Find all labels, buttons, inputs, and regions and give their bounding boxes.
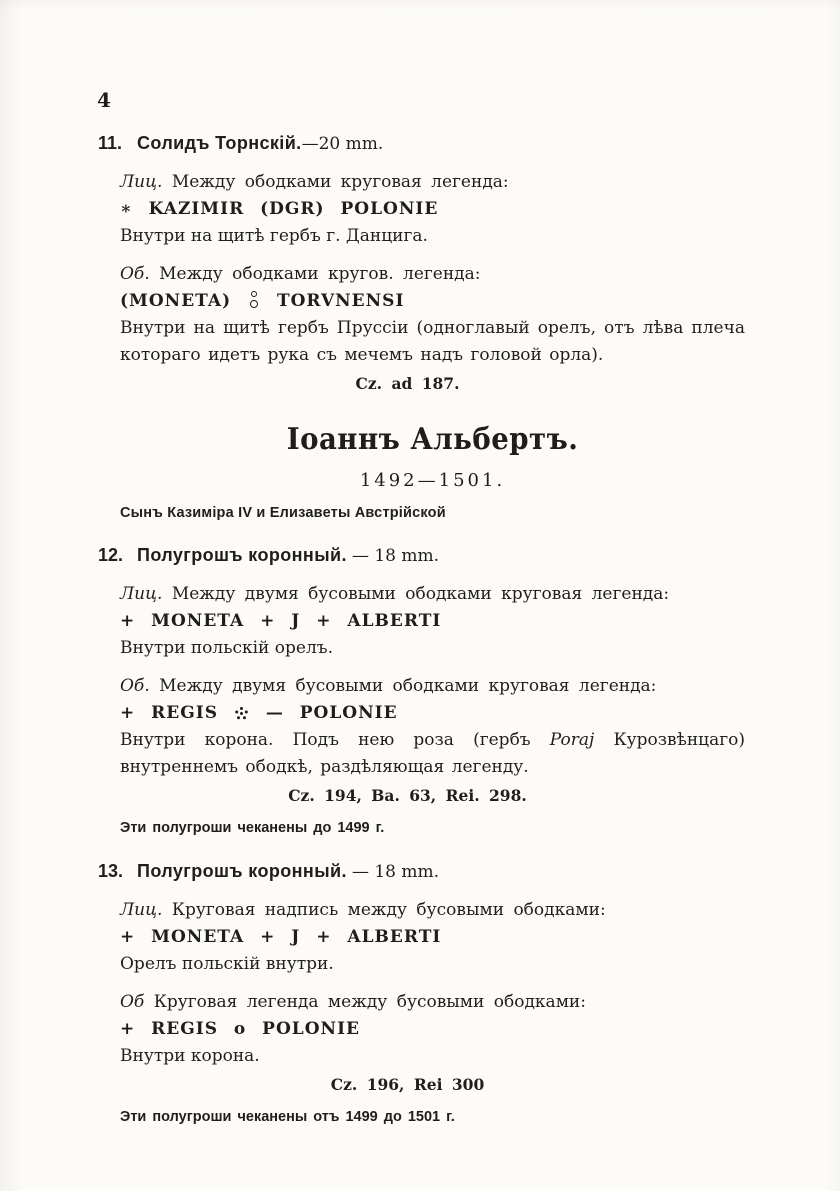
reverse-label: Об. <box>120 676 150 696</box>
obverse-intro-text: Между ободками круговая легенда: <box>171 172 509 192</box>
entry-heading <box>98 542 745 570</box>
reverse-intro <box>120 989 745 1016</box>
reverse-description: Внутри корона. <box>120 1046 260 1066</box>
obverse-intro-text: Между двумя бусовыми ободками круговая легенда: <box>171 584 670 604</box>
catalog-entry-11 <box>98 130 745 397</box>
herb-name-italic: Poraj <box>549 730 595 750</box>
obverse-label: Лиц. <box>120 172 163 192</box>
coin-legend-reverse: + REGIS o POLONIE <box>120 1019 360 1039</box>
entry-title: Солидъ Торнскій. <box>137 133 302 153</box>
reverse-section <box>120 989 745 1070</box>
obverse-section <box>120 169 745 250</box>
coin-legend-obverse: ∗ KAZIMIR (DGR) POLONIE <box>120 199 439 219</box>
entry-heading <box>98 858 745 886</box>
reverse-intro-text: Между ободками кругов. легенда: <box>159 264 481 284</box>
coin-legend-obverse: + MONETA + J + ALBERTI <box>120 927 442 947</box>
legend-pre: (MONETA) <box>120 291 232 311</box>
entry-heading <box>98 130 745 158</box>
ruler-title: Іоаннъ Альбертъ. <box>286 422 579 457</box>
obverse-label: Лиц. <box>120 900 163 920</box>
desc-part: Внутри корона. Подъ нею роза (гербъ <box>120 730 550 750</box>
obverse-intro <box>120 581 745 608</box>
entry-size: — 18 mm. <box>351 862 440 882</box>
obverse-description: Внутри на щитѣ гербъ г. Данцига. <box>120 226 428 246</box>
coin-legend-reverse <box>120 288 745 315</box>
entry-size: — 18 mm. <box>351 546 440 566</box>
ruler-dates: 1492—1501. <box>359 470 506 491</box>
page-number: 4 <box>97 88 111 112</box>
entry-size: —20 mm. <box>301 134 384 154</box>
obverse-intro <box>120 169 745 196</box>
page-content <box>97 88 745 1129</box>
reverse-intro <box>120 261 745 288</box>
legend-pre: + REGIS <box>120 703 218 723</box>
minting-note: Эти полугроши чеканены до 1499 г. <box>120 820 385 836</box>
legend-post: TORVNENSI <box>276 291 405 311</box>
reverse-label: Об. <box>120 264 150 284</box>
reference-citation: Cz. 196, Rei 300 <box>330 1075 485 1094</box>
reverse-section <box>120 261 745 369</box>
obverse-intro-text: Круговая надпись между бусовыми ободками: <box>171 900 606 920</box>
reverse-label: Об <box>120 992 145 1012</box>
obverse-intro <box>120 897 745 924</box>
entry-number: 11. <box>98 133 123 153</box>
entry-number: 12. <box>98 545 124 565</box>
catalog-entry-13 <box>98 858 745 1129</box>
legend-post: — POLONIE <box>265 703 398 723</box>
obverse-label: Лиц. <box>120 584 163 604</box>
entry-title: Полугрошъ коронный. <box>137 861 347 881</box>
reverse-section <box>120 673 745 781</box>
reverse-description: Внутри на щитѣ гербъ Пруссіи (одноглавый орелъ, отъ лѣва плеча котораго идетъ рука съ мечемъ надъ головой орла). <box>120 318 745 365</box>
rosette-icon <box>235 706 249 720</box>
entry-number: 13. <box>98 861 124 881</box>
desc-part: Курозвѣнцаго) внутреннемъ ободкѣ, раздѣляющая легенду. <box>120 730 745 777</box>
obverse-section <box>120 897 745 978</box>
reverse-intro-text: Круговая легенда между бусовыми ободками: <box>153 992 586 1012</box>
reference-citation: Cz. ad 187. <box>355 374 460 393</box>
reverse-intro <box>120 673 745 700</box>
reverse-intro-text: Между двумя бусовыми ободками круговая легенда: <box>159 676 657 696</box>
catalog-entry-12 <box>98 542 745 840</box>
entry-title: Полугрошъ коронный. <box>137 545 347 565</box>
double-ring-icon <box>249 291 259 309</box>
ruler-section <box>120 419 745 524</box>
ruler-lineage: Сынъ Казиміра IV и Елизаветы Австрійской <box>120 505 446 521</box>
coin-legend-obverse: + MONETA + J + ALBERTI <box>120 611 442 631</box>
coin-legend-reverse <box>120 700 745 727</box>
minting-note: Эти полугроши чеканены отъ 1499 до 1501 г. <box>120 1109 455 1125</box>
reverse-description <box>120 727 745 781</box>
obverse-description: Внутри польскій орелъ. <box>120 638 333 658</box>
obverse-description: Орелъ польскій внутри. <box>120 954 334 974</box>
reference-citation: Cz. 194, Ba. 63, Rei. 298. <box>288 786 527 805</box>
obverse-section <box>120 581 745 662</box>
